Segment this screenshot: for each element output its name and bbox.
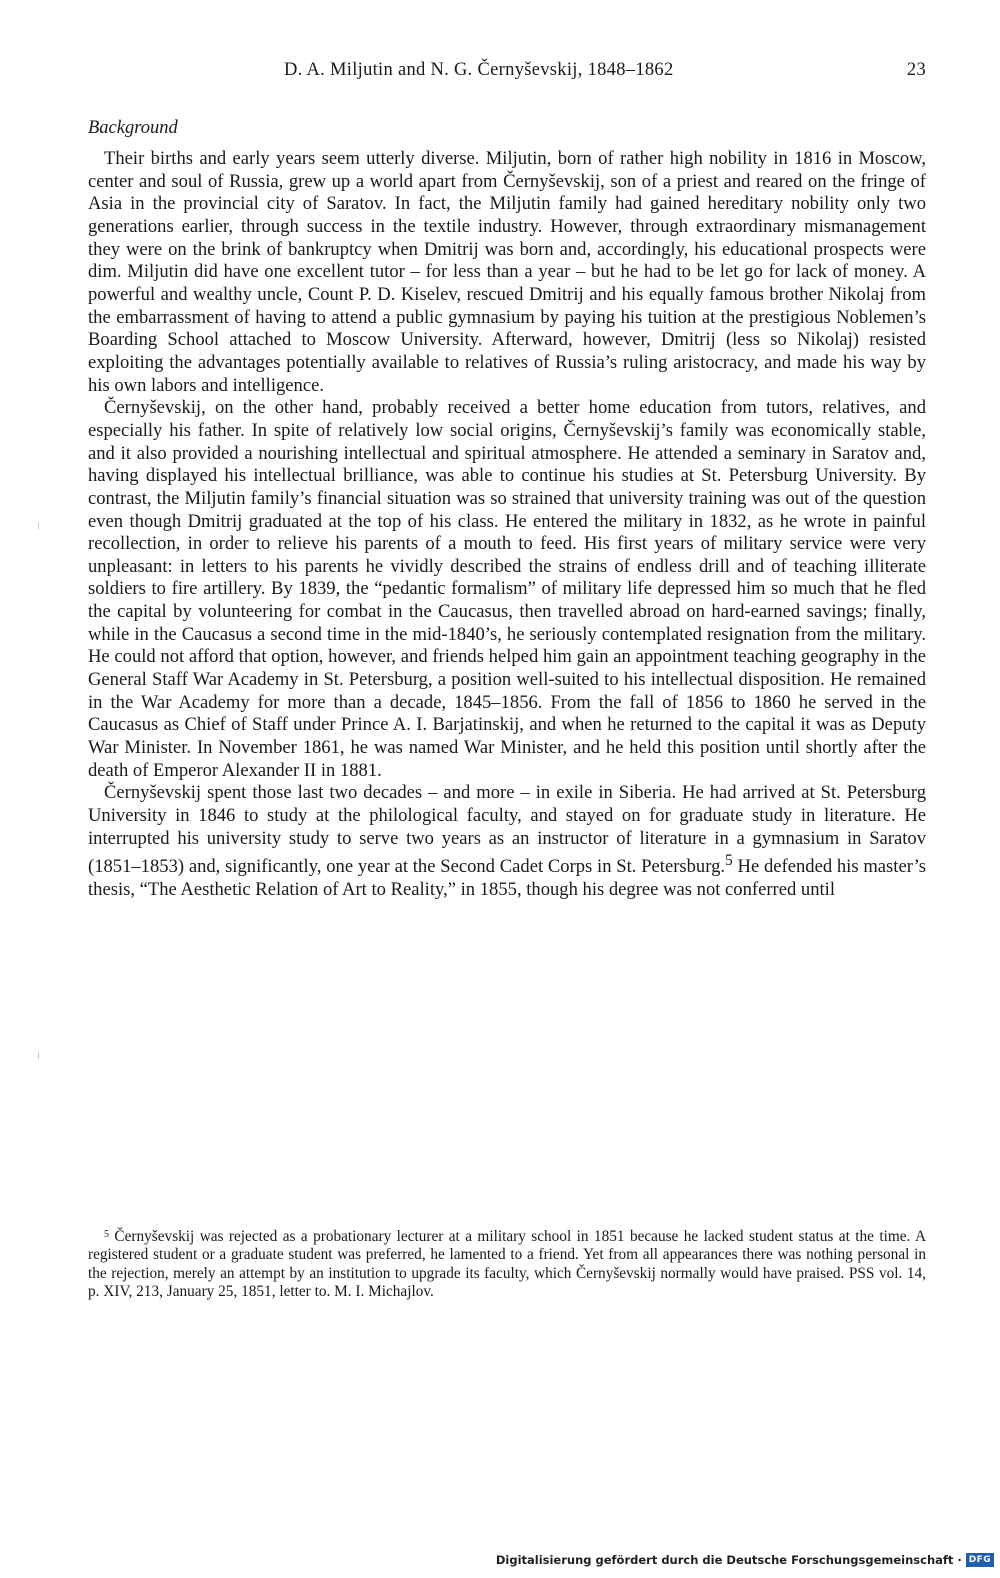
scan-margin-mark [38,522,39,529]
paragraph-3-continuation: He defended his master’s thesis, “The Aesthetic Relation of Art to Reality,” in 1855, though his degree was not conferred until [88,856,926,901]
digitization-banner-text: Digitalisierung gefördert durch die Deutsche Forschungsgemeinschaft · [495,1553,962,1567]
paragraph-3 [88,782,926,901]
digitization-banner [496,1552,994,1568]
paragraph-2: Černyševskij, on the other hand, probably received a better home education from tutors, relatives, and especially his father. In spite of relatively low social origins, Černyševskij’s family was economically stable, and it also provided a nourishing intellectual and spiritual atmosphere. He attended a seminary in Saratov and, having displayed his intellectual brilliance, was able to continue his studies at St. Petersburg University. By contrast, the Miljutin family’s financial situation was so strained that university training was out of the question even though Dmitrij graduated at the top of his class. He entered the military in 1832, as he wrote in painful recollection, in order to relieve his parents of a mouth to feed. His first years of military service were very unpleasant: in letters to his parents he vividly described the strains of endless drill and of teaching illiterate soldiers to fire artillery. By 1839, the “pedantic formalism” of military life depressed him so much that he fled the capital by volunteering for combat in the Caucasus, then travelled abroad on hard-earned savings; finally, while in the Caucasus a second time in the mid-1840’s, he seriously contemplated resignation from the military. He could not afford that option, however, and friends helped him gain an appointment teaching geography in the General Staff War Academy in St. Petersburg, a position well-suited to his intellectual disposition. He remained in the War Academy for more than a decade, 1845–1856. From the fall of 1856 to 1860 he served in the Caucasus as Chief of Staff under Prince A. I. Barjatinskij, and when he returned to the capital it was as Deputy War Minister. In November 1861, he was named War Minister, and he held this position until shortly after the death of Emperor Alexander II in 1881. [88,397,926,781]
body-text [88,148,926,902]
footnote-text: Černyševskij was rejected as a probationary lecturer at a military school in 1851 because he lacked student status at the time. A registered student or a graduate student was preferred, he lamented to a friend. Yet from all appearances there was nothing personal in the rejection, merely an attempt by an institution to upgrade its faculty, which Černyševskij normally would have praised. PSS vol. 14, p. XIV, 213, January 25, 1851, letter to. M. I. Michajlov. [88,1228,926,1300]
section-heading: Background [88,118,178,138]
paragraph-1: Their births and early years seem utterly diverse. Miljutin, born of rather high nobility in 1816 in Moscow, center and soul of Russia, grew up a world apart from Černyševskij, son of a priest and reared on the fringe of Asia in the provincial city of Saratov. In fact, the Miljutin family had gained hereditary nobility only two generations earlier, through success in the textile industry. However, through extraordinary mismanagement they were on the brink of bankruptcy when Dmitrij was born and, accordingly, his educational prospects were dim. Miljutin did have one excellent tutor – for less than a year – but he had to be let go for lack of money. A powerful and wealthy uncle, Count P. D. Kiselev, rescued Dmitrij and his equally famous brother Nikolaj from the embarrassment of having to attend a public gymnasium by paying his tuition at the prestigious Noblemen’s Boarding School attached to Moscow University. Afterward, however, Dmitrij (less so Nikolaj) resisted exploiting the advantages potentially available to relatives of Russia’s ruling aristocracy, and made his way by his own labors and intelligence. [88,148,926,396]
paragraph-3-text: Černyševskij spent those last two decades – and more – in exile in Siberia. He had arrived at St. Petersburg University in 1846 to study at the philological faculty, and stayed on for graduate study in literature. He interrupted his university study to serve two years as an instructor of literature in a gymnasium in Saratov (1851–1853) and, significantly, one year at the Second Cadet Corps in St. Petersburg. [88,782,926,878]
dfg-logo-icon: DFG [966,1553,994,1567]
scan-margin-mark [38,1052,39,1059]
footnote-reference[interactable]: 5 [725,852,733,870]
running-title: D. A. Miljutin and N. G. Černyševskij, 1848–1862 [284,60,674,80]
running-head [88,60,926,84]
footnote [88,1228,926,1301]
page-number: 23 [906,60,926,80]
footnote-number: 5 [104,1229,109,1240]
